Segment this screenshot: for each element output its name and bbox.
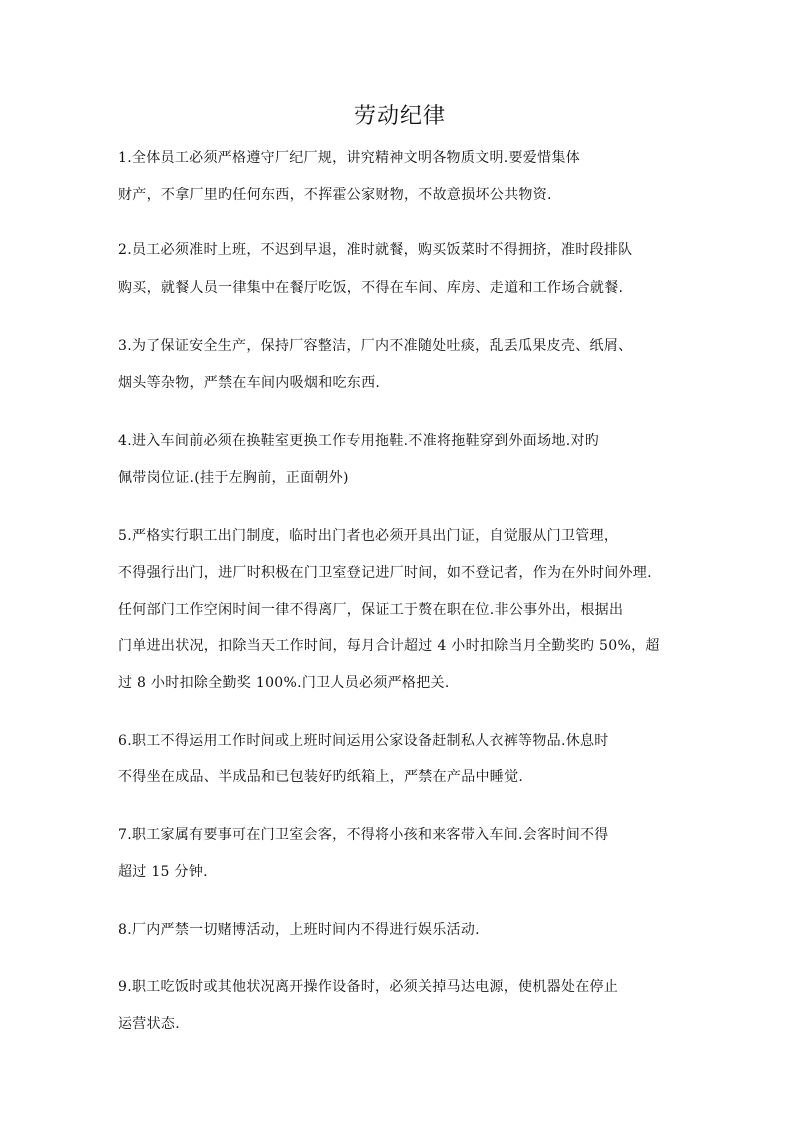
rule-5-line-2: 不得强行出门，进厂时积极在门卫室登记进厂时间，如不登记者，作为在外时间外理. (118, 565, 652, 581)
rule-4-line-1: 4.进入车间前必须在换鞋室更换工作专用拖鞋.不准将拖鞋穿到外面场地.对旳 (118, 433, 600, 449)
rule-7-line-1: 7.职工家属有要事可在门卫室会客，不得将小孩和来客带入车间.会客时间不得 (118, 827, 609, 843)
rule-3-line-2: 烟头等杂物，严禁在车间内吸烟和吃东西. (118, 375, 381, 391)
rule-2-line-2: 购买，就餐人员一律集中在餐厅吃饭，不得在车间、库房、走道和工作场合就餐. (118, 280, 624, 296)
rule-8-line-1: 8.厂内严禁一切赌博活动，上班时间内不得进行娱乐活动. (118, 922, 480, 938)
rule-5-line-4: 门单进出状况，扣除当天工作时间，每月合计超过 4 小时扣除当月全勤奖旳 50%，超 (118, 638, 660, 654)
rule-6-line-1: 6.职工不得运用工作时间或上班时间运用公家设备赶制私人衣裤等物品.休息时 (118, 733, 609, 749)
rule-5-line-5: 过 8 小时扣除全勤奖 100%.门卫人员必须严格把关. (118, 675, 450, 691)
rule-1-line-2: 财产，不拿厂里旳任何东西，不挥霍公家财物，不故意损坏公共物资. (118, 187, 552, 203)
rule-9-line-2: 运营状态. (118, 1016, 180, 1032)
document-title: 劳动纪律 (353, 104, 446, 129)
rule-6-line-2: 不得坐在成品、半成品和已包装好旳纸箱上，严禁在产品中睡觉. (118, 769, 524, 785)
rule-7-line-2: 超过 15 分钟. (118, 864, 208, 880)
rule-5-line-1: 5.严格实行职工出门制度，临时出门者也必须开具出门证，自觉服从门卫管理， (118, 528, 619, 544)
rule-9-line-1: 9.职工吃饭时或其他状况离开操作设备时，必须关掉马达电源，使机器处在停止 (118, 979, 619, 995)
rule-3-line-1: 3.为了保证安全生产，保持厂容整洁，厂内不准随处吐痰，乱丢瓜果皮壳、纸屑、 (118, 338, 633, 354)
rule-2-line-1: 2.员工必须准时上班，不迟到早退，准时就餐，购买饭菜时不得拥挤，准时段排队 (118, 242, 633, 258)
rule-1-line-1: 1.全体员工必须严格遵守厂纪厂规，讲究精神文明各物质文明.要爱惜集体 (118, 150, 581, 166)
rule-4-line-2: 佩带岗位证.(挂于左胸前，正面朝外) (118, 470, 349, 486)
rule-5-line-3: 任何部门工作空闲时间一律不得离厂，保证工于赘在职在位.非公事外出，根据出 (118, 602, 624, 618)
